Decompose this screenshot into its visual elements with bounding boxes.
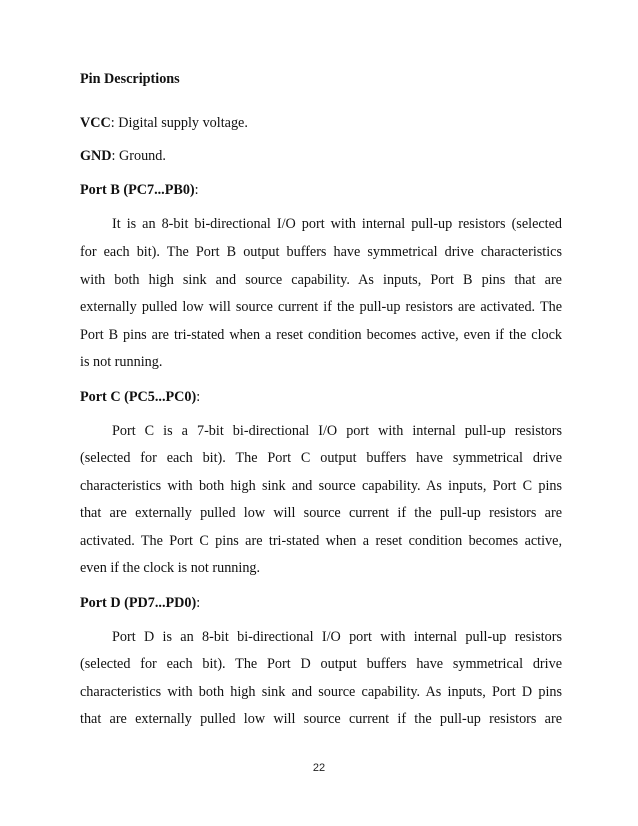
gnd-description [80, 147, 562, 165]
port-d-colon: : [196, 595, 201, 611]
port-c-line: (selected for each bit). The Port C output buffers have symmetrical drive [80, 450, 562, 466]
port-b-line: externally pulled low will source current if the pull-up resistors are activated. The [80, 299, 562, 315]
port-b-line: It is an 8-bit bi-directional I/O port with internal pull-up resistors (selected [112, 216, 562, 232]
port-c-line: activated. The Port C pins are tri-stated when a reset condition becomes active, [80, 533, 562, 549]
port-b-line: is not running. [80, 354, 163, 370]
port-d-line: characteristics with both high sink and source capability. As inputs, Port D pins [80, 684, 562, 700]
port-d-line: that are externally pulled low will source current if the pull-up resistors are [80, 711, 562, 727]
port-b-line: with both high sink and source capability. As inputs, Port B pins that are [80, 272, 562, 288]
port-d-heading-line [80, 594, 562, 612]
port-c-colon: : [196, 389, 201, 405]
page-number: 22 [312, 762, 326, 774]
port-b-line: Port B pins are tri-stated when a reset condition becomes active, even if the clock [80, 327, 562, 343]
port-b-heading: Port B (PC7...PB0) [80, 182, 195, 198]
gnd-term: GND [80, 148, 112, 164]
port-d-line: Port D is an 8-bit bi-directional I/O port with internal pull-up resistors [112, 629, 562, 645]
port-b-line: for each bit). The Port B output buffers have symmetrical drive characteristics [80, 244, 562, 260]
port-c-line: even if the clock is not running. [80, 560, 261, 576]
port-c-line: that are externally pulled low will source current if the pull-up resistors are [80, 505, 562, 521]
vcc-description [80, 114, 562, 132]
port-d-heading: Port D (PD7...PD0) [80, 595, 197, 611]
gnd-text: : Ground. [111, 148, 166, 164]
section-heading: Pin Descriptions [80, 71, 180, 87]
port-c-line: characteristics with both high sink and source capability. As inputs, Port C pins [80, 478, 562, 494]
vcc-term: VCC [80, 115, 111, 131]
vcc-text: : Digital supply voltage. [110, 115, 248, 131]
port-b-colon: : [194, 182, 199, 198]
port-c-line: Port C is a 7-bit bi-directional I/O port with internal pull-up resistors [112, 423, 562, 439]
port-d-line: (selected for each bit). The Port D output buffers have symmetrical drive [80, 656, 562, 672]
port-c-heading: Port C (PC5...PC0) [80, 389, 197, 405]
port-c-heading-line [80, 388, 562, 406]
port-b-heading-line [80, 181, 562, 199]
